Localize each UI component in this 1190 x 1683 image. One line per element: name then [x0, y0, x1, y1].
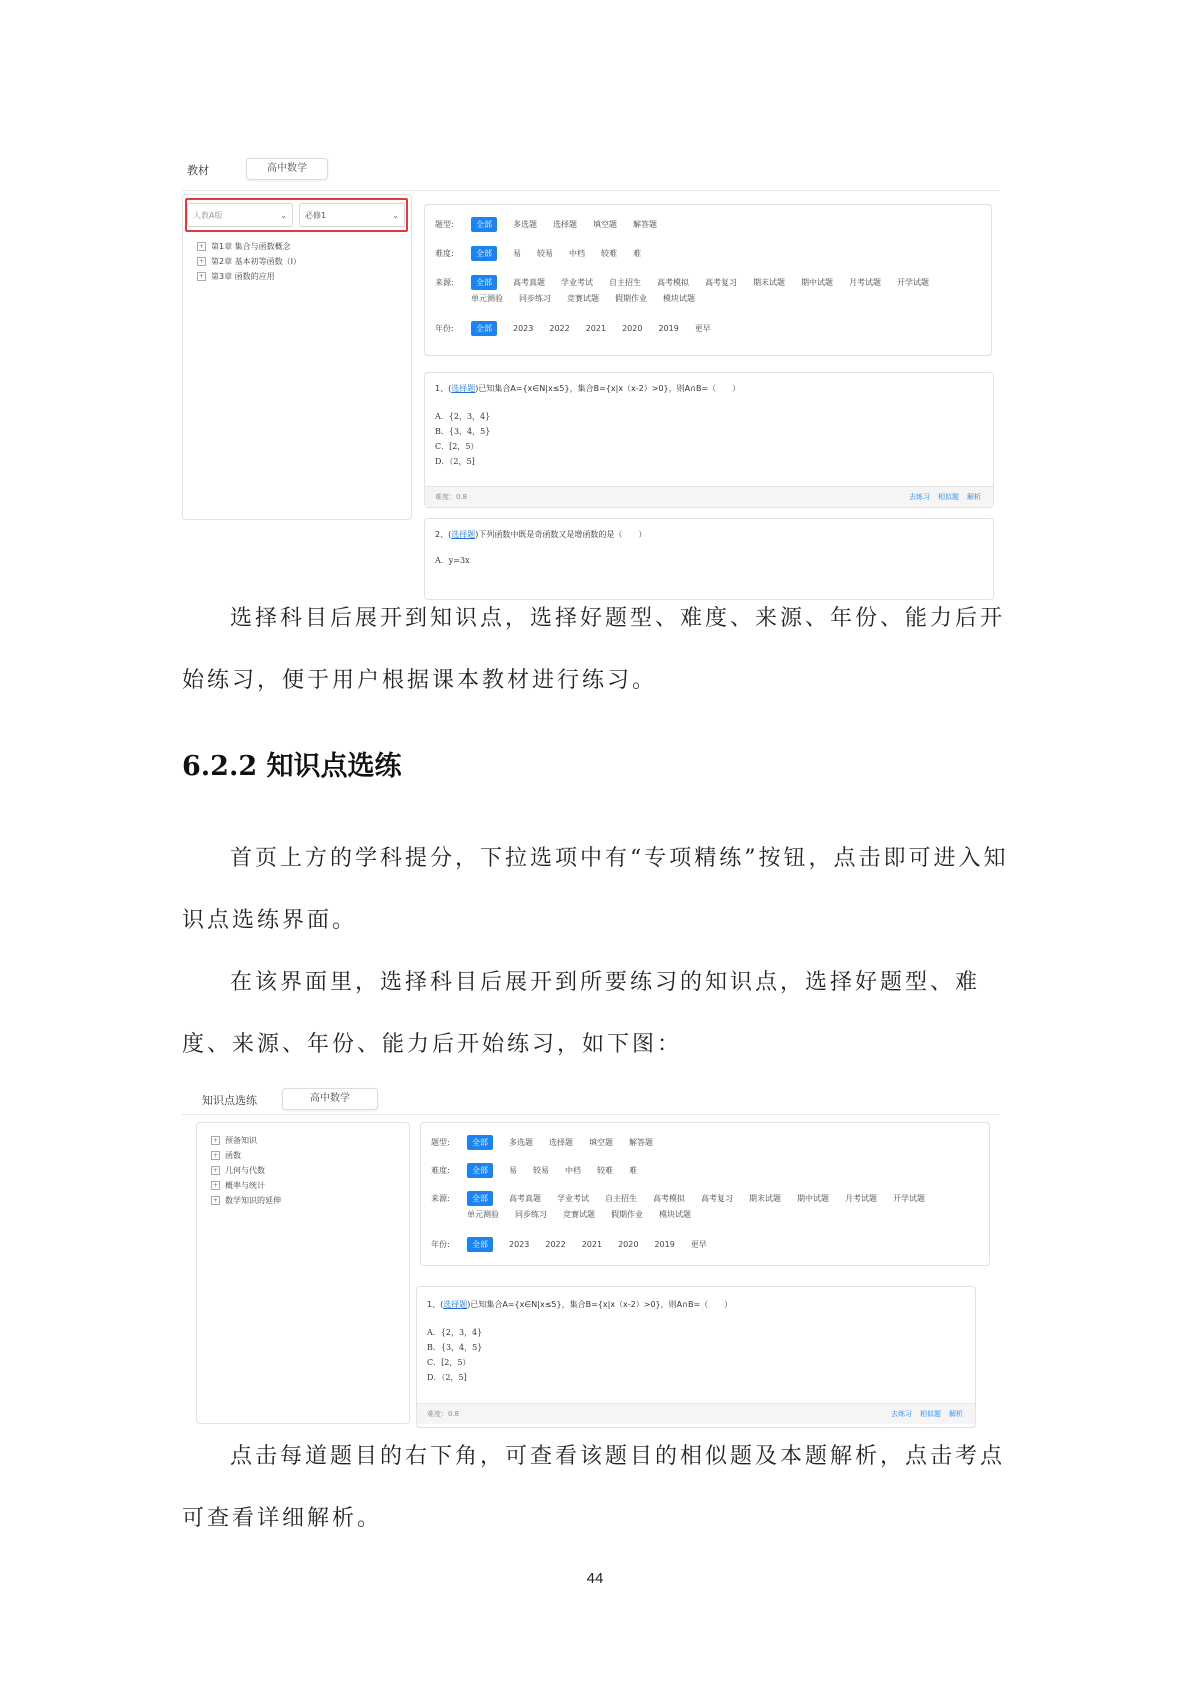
filter-option[interactable]: 更早: [694, 324, 711, 333]
expand-icon[interactable]: +: [212, 1167, 219, 1174]
filter-option[interactable]: 期末试题: [749, 1194, 781, 1203]
filter-option[interactable]: 填空题: [589, 1138, 613, 1147]
tree-item[interactable]: + 第1章 集合与函数概念: [198, 242, 291, 251]
textbook-practice-screenshot: [182, 148, 1000, 568]
divider: [182, 1114, 1000, 1115]
filter-option[interactable]: 2021: [581, 1240, 603, 1249]
filter-option[interactable]: 全部: [467, 1135, 493, 1150]
filter-option[interactable]: 选择题: [553, 220, 577, 229]
filter-option[interactable]: 解答题: [629, 1138, 653, 1147]
filter-option[interactable]: 多选题: [513, 220, 537, 229]
chapter-tree: [197, 239, 301, 284]
filter-option[interactable]: 较易: [537, 249, 553, 258]
expand-icon[interactable]: +: [198, 243, 205, 250]
subject-tab[interactable]: 高中数学: [282, 1088, 378, 1110]
question-footer: [417, 1403, 975, 1424]
paragraph: 选择科目后展开到知识点，选择好题型、难度、来源、年份、能力后开始练习，便于用户根据课本教材进行练习。: [182, 606, 1006, 693]
filter-option[interactable]: 同步练习: [515, 1210, 547, 1219]
practice-link[interactable]: 去练习: [909, 493, 930, 501]
year-filter: 年份: 全部 2023 2022 2021 2020 2019 更早: [435, 321, 727, 336]
filter-option[interactable]: 多选题: [509, 1138, 533, 1147]
tree-item[interactable]: + 第2章 基本初等函数（Ⅰ）: [198, 257, 301, 266]
similar-link[interactable]: 相似题: [920, 1410, 941, 1418]
filter-panel: [420, 1122, 990, 1266]
option-c: C．[2，5）: [435, 442, 479, 451]
option-a: A．y=3x: [435, 556, 470, 565]
question-card: [424, 372, 994, 508]
left-panel: [182, 194, 412, 520]
filter-option[interactable]: 学业考试: [561, 278, 593, 287]
header-label: 教材: [187, 164, 209, 177]
filter-option[interactable]: 易: [513, 249, 521, 258]
filter-option[interactable]: 高考模拟: [653, 1194, 685, 1203]
tree-item[interactable]: + 第3章 函数的应用: [198, 272, 275, 281]
type-filter: 题型: 全部 多选题 选择题 填空题 解答题: [431, 1135, 669, 1150]
expand-icon[interactable]: +: [212, 1152, 219, 1159]
chevron-down-icon: ⌄: [392, 211, 399, 220]
filter-option[interactable]: 全部: [471, 275, 497, 290]
filter-option[interactable]: 全部: [471, 217, 497, 232]
expand-icon[interactable]: +: [198, 273, 205, 280]
filter-option[interactable]: 开学试题: [893, 1194, 925, 1203]
filter-option[interactable]: 高考复习: [701, 1194, 733, 1203]
filter-option[interactable]: 开学试题: [897, 278, 929, 287]
filter-option[interactable]: 2022: [545, 1240, 566, 1249]
tree-item[interactable]: + 数学知识的延伸: [212, 1196, 281, 1205]
tree-item[interactable]: + 函数: [212, 1151, 241, 1160]
filter-option[interactable]: 填空题: [593, 220, 617, 229]
filter-option[interactable]: 难: [629, 1166, 637, 1175]
filter-option[interactable]: 中档: [565, 1166, 581, 1175]
filter-option[interactable]: 模块试题: [663, 294, 695, 303]
highlight-box: [185, 198, 408, 232]
filter-option[interactable]: 高考模拟: [657, 278, 689, 287]
question-type-link[interactable]: 选择题: [451, 384, 476, 393]
edition-select[interactable]: 人教A版 ⌄: [187, 203, 293, 227]
question-stem: 1、(选择题)已知集合A={x∈N|x≤5}，集合B={x|x（x-2）>0}，则A∩B=（ ）: [427, 1300, 733, 1309]
filter-option[interactable]: 单元测验: [467, 1210, 499, 1219]
filter-option[interactable]: 2020: [618, 1240, 639, 1249]
difficulty-filter: 难度: 全部 易 较易 中档 较难 难: [431, 1163, 653, 1178]
filter-option[interactable]: 难: [633, 249, 641, 258]
analysis-link[interactable]: 解析: [949, 1410, 963, 1418]
paragraph: 首页上方的学科提分，下拉选项中有“专项精练”按钮，点击即可进入知识点选练界面。: [182, 846, 1009, 933]
filter-option[interactable]: 易: [509, 1166, 517, 1175]
filter-option[interactable]: 自主招生: [605, 1194, 637, 1203]
filter-option[interactable]: 2019: [658, 324, 679, 333]
source-filter: 来源: 全部 高考真题 学业考试 自主招生 高考模拟 高考复习 期末试题 期中试题 月考试题 开学试题: [431, 1191, 941, 1206]
source-filter-row2: [467, 1209, 707, 1220]
question-card: [416, 1286, 976, 1428]
filter-option[interactable]: 解答题: [633, 220, 657, 229]
knowledge-tree: [211, 1133, 281, 1208]
filter-option[interactable]: 竞赛试题: [563, 1210, 595, 1219]
similar-link[interactable]: 相似题: [938, 493, 959, 501]
question-type-link[interactable]: 选择题: [443, 1300, 468, 1309]
knowledge-practice-screenshot: [182, 1066, 1000, 1418]
expand-icon[interactable]: +: [212, 1137, 219, 1144]
filter-option[interactable]: 选择题: [549, 1138, 573, 1147]
practice-link[interactable]: 去练习: [891, 1410, 912, 1418]
option-d: D．（2，5]: [427, 1373, 467, 1382]
expand-icon[interactable]: +: [212, 1197, 219, 1204]
option-a: A．{2，3，4}: [435, 412, 491, 421]
filter-option[interactable]: 假期作业: [615, 294, 647, 303]
tree-item[interactable]: + 几何与代数: [212, 1166, 265, 1175]
option-a: A．{2，3，4}: [427, 1328, 483, 1337]
filter-option[interactable]: 全部: [467, 1237, 493, 1252]
year-filter: 年份: 全部 2023 2022 2021 2020 2019 更早: [431, 1237, 723, 1252]
analysis-link[interactable]: 解析: [967, 493, 981, 501]
difficulty-value: 难度：0.8: [427, 1410, 460, 1418]
difficulty-value: 难度：0.8: [435, 493, 468, 501]
page-number: 44: [586, 1570, 604, 1587]
option-b: B．{3，4，5}: [435, 427, 491, 436]
subject-tab[interactable]: 高中数学: [246, 158, 328, 180]
filter-option[interactable]: 全部: [471, 246, 497, 261]
source-filter-row2: [471, 293, 711, 304]
filter-option[interactable]: 竞赛试题: [567, 294, 599, 303]
filter-option[interactable]: 自主招生: [609, 278, 641, 287]
question-footer: [425, 486, 993, 507]
filter-option[interactable]: 2020: [622, 324, 643, 333]
expand-icon[interactable]: +: [198, 258, 205, 265]
filter-option[interactable]: 期中试题: [801, 278, 833, 287]
filter-option[interactable]: 单元测验: [471, 294, 503, 303]
filter-option[interactable]: 全部: [471, 321, 497, 336]
book-select[interactable]: 必修1 ⌄: [299, 203, 405, 227]
source-filter: 来源: 全部 高考真题 学业考试 自主招生 高考模拟 高考复习 期末试题 期中试题 月考试题 开学试题: [435, 275, 945, 290]
filter-option[interactable]: 月考试题: [849, 278, 881, 287]
filter-option[interactable]: 全部: [467, 1163, 493, 1178]
filter-option[interactable]: 期中试题: [797, 1194, 829, 1203]
option-d: D．（2，5]: [435, 457, 475, 466]
divider: [182, 190, 1000, 191]
tree-item[interactable]: + 预备知识: [212, 1136, 257, 1145]
filter-option[interactable]: 模块试题: [659, 1210, 691, 1219]
filter-option[interactable]: 较易: [533, 1166, 549, 1175]
question-type-link[interactable]: 选择题: [451, 530, 476, 539]
tree-item[interactable]: + 概率与统计: [212, 1181, 265, 1190]
filter-option[interactable]: 同步练习: [519, 294, 551, 303]
filter-option[interactable]: 假期作业: [611, 1210, 643, 1219]
question-stem: 1、(选择题)已知集合A={x∈N|x≤5}，集合B={x|x（x-2）>0}，则A∩B=（ ）: [435, 384, 741, 393]
filter-option[interactable]: 2023: [513, 324, 534, 333]
expand-icon[interactable]: +: [212, 1182, 219, 1189]
paragraph: 点击每道题目的右下角，可查看该题目的相似题及本题解析，点击考点可查看详细解析。: [182, 1444, 1006, 1531]
type-filter: 题型: 全部 多选题 选择题 填空题 解答题: [435, 217, 673, 232]
option-c: C．[2，5）: [427, 1358, 471, 1367]
filter-option[interactable]: 更早: [690, 1240, 707, 1249]
filter-option[interactable]: 较难: [597, 1166, 613, 1175]
option-b: B．{3，4，5}: [427, 1343, 483, 1352]
paragraph: 在该界面里，选择科目后展开到所要练习的知识点，选择好题型、难度、来源、年份、能力后开始练习，如下图：: [182, 970, 981, 1057]
left-panel: [196, 1122, 410, 1424]
filter-option[interactable]: 全部: [467, 1191, 493, 1206]
question-stem: 2、(选择题)下列函数中既是奇函数又是增函数的是（ ）: [435, 530, 647, 539]
filter-option[interactable]: 较难: [601, 249, 617, 258]
filter-option[interactable]: 高考真题: [513, 278, 545, 287]
filter-option[interactable]: 高考复习: [705, 278, 737, 287]
filter-option[interactable]: 2022: [549, 324, 570, 333]
filter-option[interactable]: 中档: [569, 249, 585, 258]
filter-panel: [424, 204, 992, 356]
header-label: 知识点选练: [202, 1094, 257, 1107]
section-heading: 6.2.2 知识点选练: [182, 751, 402, 782]
difficulty-filter: 难度: 全部 易 较易 中档 较难 难: [435, 246, 657, 261]
filter-option[interactable]: 2021: [585, 324, 607, 333]
filter-option[interactable]: 2019: [654, 1240, 675, 1249]
chevron-down-icon: ⌄: [280, 211, 287, 220]
filter-option[interactable]: 学业考试: [557, 1194, 589, 1203]
filter-option[interactable]: 高考真题: [509, 1194, 541, 1203]
filter-option[interactable]: 2023: [509, 1240, 530, 1249]
filter-option[interactable]: 月考试题: [845, 1194, 877, 1203]
filter-option[interactable]: 期末试题: [753, 278, 785, 287]
